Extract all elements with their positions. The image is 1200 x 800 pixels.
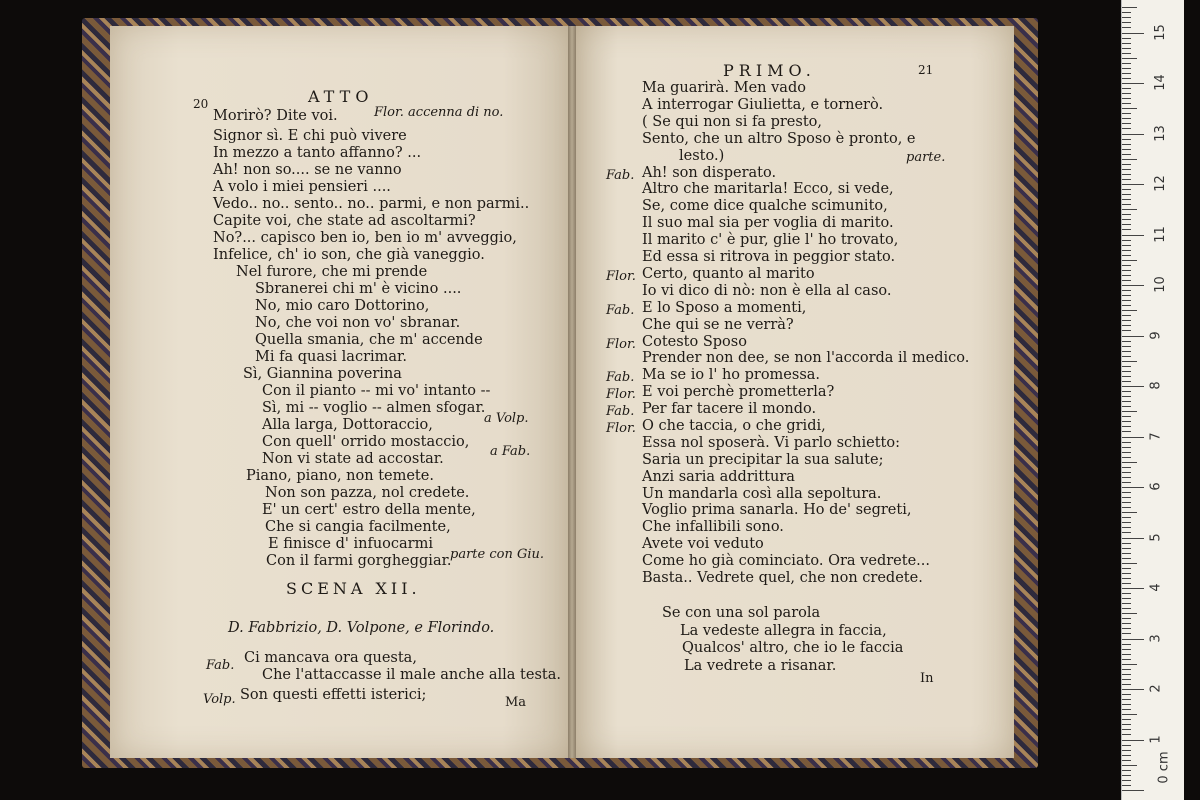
ruler-tick	[1122, 649, 1131, 650]
verse-line: Sbranerei chi m' è vicino ....	[255, 281, 462, 297]
ruler-tick	[1122, 179, 1131, 180]
verse-line: Quella smania, che m' accende	[255, 332, 483, 348]
ruler-tick	[1122, 33, 1144, 34]
ruler-tick	[1122, 578, 1131, 579]
ruler-tick	[1122, 229, 1131, 230]
ruler-tick	[1122, 628, 1131, 629]
ruler-tick	[1122, 7, 1137, 8]
verse-line: Alla larga, Dottoraccio,	[262, 417, 433, 433]
ruler-tick	[1122, 613, 1137, 614]
ruler-tick	[1122, 43, 1131, 44]
ruler-tick	[1122, 73, 1131, 74]
ruler-tick	[1122, 669, 1131, 670]
ruler-tick	[1122, 265, 1131, 266]
stage-direction: a Fab.	[490, 444, 531, 459]
ruler-tick	[1122, 507, 1131, 508]
ruler-number: 5	[1148, 532, 1164, 542]
ruler-number: 2	[1148, 684, 1164, 693]
ruler-tick	[1122, 734, 1131, 735]
ruler-tick	[1122, 563, 1137, 564]
dialogue-line: Io vi dico di nò: non è ella al caso.	[642, 283, 892, 299]
ruler-tick	[1122, 583, 1131, 584]
ruler-number: 3	[1148, 633, 1164, 643]
ruler-tick	[1122, 770, 1131, 771]
ruler-tick	[1122, 361, 1137, 362]
ruler-tick	[1122, 780, 1131, 781]
verse-line: Signor sì. E chi può vivere	[213, 128, 407, 144]
speaker-name: Flor.	[606, 421, 636, 436]
verse-line: Sì, mi -- voglio -- almen sfogar.	[262, 400, 486, 416]
measurement-ruler	[1121, 0, 1184, 800]
ruler-tick	[1122, 285, 1144, 286]
ruler-tick	[1122, 346, 1131, 347]
character-list: D. Fabbrizio, D. Volpone, e Florindo.	[228, 620, 495, 636]
ruler-tick	[1122, 765, 1137, 766]
dialogue-line: Ma guarirà. Men vado	[642, 80, 806, 96]
ruler-tick	[1122, 169, 1131, 170]
ruler-tick	[1122, 472, 1131, 473]
ruler-tick	[1122, 593, 1131, 594]
aria-line: Qualcos' altro, che io le faccia	[682, 640, 904, 656]
speaker-name: Fab.	[606, 370, 635, 385]
dialogue-line: ( Se qui non si fa presto,	[642, 114, 822, 130]
ruler-tick	[1122, 103, 1131, 104]
speaker-name: Fab.	[206, 658, 235, 673]
dialogue-line: Certo, quanto al marito	[642, 266, 815, 282]
ruler-tick	[1122, 633, 1131, 634]
aria-line: La vedeste allegra in faccia,	[680, 622, 887, 639]
ruler-number: 11	[1152, 225, 1168, 243]
ruler-tick	[1122, 492, 1131, 493]
ruler-tick	[1122, 214, 1131, 215]
speaker-name: Flor.	[606, 269, 636, 284]
ruler-tick	[1122, 22, 1131, 23]
ruler-tick	[1122, 598, 1131, 599]
verse-line: Nel furore, che mi prende	[236, 264, 428, 280]
ruler-tick	[1122, 58, 1137, 59]
ruler-tick	[1122, 381, 1131, 382]
ruler-tick	[1122, 497, 1131, 498]
ruler-number: 8	[1148, 381, 1164, 390]
ruler-tick	[1122, 639, 1144, 640]
ruler-tick	[1122, 63, 1131, 64]
ruler-tick	[1122, 704, 1131, 705]
verse-line: E' un cert' estro della mente,	[262, 502, 476, 518]
ruler-tick	[1122, 235, 1144, 236]
ruler-tick	[1122, 411, 1137, 412]
ruler-number: 13	[1152, 124, 1168, 142]
ruler-tick	[1122, 558, 1131, 559]
verse-line: Con il pianto -- mi vo' intanto --	[262, 383, 491, 399]
ruler-tick	[1122, 386, 1144, 387]
ruler-tick	[1122, 366, 1131, 367]
stage-direction: parte.	[906, 150, 946, 165]
running-head: ATTO	[308, 87, 374, 106]
running-head: PRIMO.	[723, 61, 816, 80]
page-number: 21	[918, 63, 934, 77]
speaker-name: Fab.	[606, 168, 635, 183]
aria-line: Se con una sol parola	[662, 605, 821, 621]
dialogue-line: Cotesto Sposo	[642, 334, 747, 350]
verse-line: In mezzo a tanto affanno? ...	[213, 145, 422, 161]
ruler-tick	[1122, 664, 1137, 665]
ruler-tick	[1122, 603, 1131, 604]
ruler-tick	[1122, 108, 1137, 109]
ruler-tick	[1122, 623, 1131, 624]
ruler-tick	[1122, 113, 1131, 114]
catchword: In	[920, 671, 934, 686]
dialogue-line: Avete voi veduto	[642, 536, 764, 552]
dialogue-line: Che infallibili sono.	[642, 519, 784, 535]
ruler-tick	[1122, 740, 1144, 741]
ruler-tick	[1122, 123, 1131, 124]
ruler-tick	[1122, 608, 1131, 609]
ruler-tick	[1122, 679, 1131, 680]
dialogue-line: Se, come dice qualche scimunito,	[642, 198, 888, 214]
ruler-tick	[1122, 477, 1131, 478]
verse-line: Non vi state ad accostar.	[262, 451, 444, 467]
ruler-tick	[1122, 482, 1131, 483]
ruler-number: 12	[1152, 175, 1168, 192]
ruler-tick	[1122, 568, 1131, 569]
verse-line: Capite voi, che state ad ascoltarmi?	[213, 213, 476, 229]
scene-heading: SCENA XII.	[286, 579, 421, 598]
ruler-number: 10	[1152, 276, 1168, 293]
ruler-tick	[1122, 255, 1131, 256]
ruler-tick	[1122, 532, 1131, 533]
catchword: Ma	[505, 695, 527, 710]
dialogue-line: Ci mancava ora questa,	[244, 650, 417, 666]
ruler-tick	[1122, 527, 1131, 528]
dialogue-line: Ma se io l' ho promessa.	[642, 367, 821, 383]
ruler-tick	[1122, 27, 1131, 28]
verse-line: Con il farmi gorgheggiar.	[266, 553, 452, 569]
ruler-tick	[1122, 209, 1137, 210]
ruler-tick	[1122, 134, 1144, 135]
ruler-tick	[1122, 699, 1131, 700]
ruler-tick	[1122, 462, 1137, 463]
dialogue-line: Che l'attaccasse il male anche alla testa.	[262, 667, 561, 683]
ruler-tick	[1122, 139, 1131, 140]
page-number: 20	[193, 97, 209, 111]
ruler-tick	[1122, 644, 1131, 645]
ruler-tick	[1122, 618, 1131, 619]
ruler-tick	[1122, 48, 1131, 49]
ruler-tick	[1122, 83, 1144, 84]
ruler-tick	[1122, 245, 1131, 246]
ruler-number: 7	[1148, 431, 1164, 441]
verse-line: No, che voi non vo' sbranar.	[255, 315, 461, 331]
ruler-tick	[1122, 755, 1131, 756]
stage-direction: parte con Giu.	[450, 547, 544, 562]
dialogue-line: Anzi saria addrittura	[642, 469, 795, 485]
ruler-tick	[1122, 714, 1137, 715]
verse-line: Con quell' orrido mostaccio,	[262, 434, 470, 450]
ruler-tick	[1122, 351, 1131, 352]
ruler-tick	[1122, 305, 1131, 306]
verse-line: Vedo.. no.. sento.. no.. parmi, e non parmi..	[213, 196, 530, 212]
verse-line: Morirò? Dite voi.	[213, 108, 338, 124]
ruler-tick	[1122, 12, 1131, 13]
verse-line: No?... capisco ben io, ben io m' avveggio,	[213, 230, 517, 246]
ruler-tick	[1122, 310, 1137, 311]
ruler-tick	[1122, 336, 1144, 337]
ruler-tick	[1122, 118, 1131, 119]
speaker-name: Flor.	[606, 337, 636, 352]
ruler-tick	[1122, 543, 1131, 544]
ruler-tick	[1122, 745, 1131, 746]
ruler-tick	[1122, 426, 1131, 427]
ruler-tick	[1122, 128, 1131, 129]
ruler-tick	[1122, 553, 1131, 554]
ruler-tick	[1122, 724, 1131, 725]
ruler-tick	[1122, 341, 1131, 342]
dialogue-line: E voi perchè prometterla?	[642, 384, 835, 400]
ruler-tick	[1122, 154, 1131, 155]
ruler-tick	[1122, 467, 1131, 468]
ruler-tick	[1122, 573, 1131, 574]
dialogue-line: Sento, che un altro Sposo è pronto, e	[642, 131, 916, 147]
ruler-tick	[1122, 790, 1144, 791]
ruler-tick	[1122, 320, 1131, 321]
stage-direction: a Volp.	[484, 411, 529, 426]
ruler-tick	[1122, 684, 1131, 685]
speaker-name: Fab.	[606, 404, 635, 419]
verse-line: Sì, Giannina poverina	[243, 366, 402, 382]
ruler-tick	[1122, 204, 1131, 205]
ruler-tick	[1122, 219, 1131, 220]
dialogue-line: Essa nol sposerà. Vi parlo schietto:	[642, 435, 900, 451]
ruler-tick	[1122, 719, 1131, 720]
ruler-tick	[1122, 300, 1131, 301]
dialogue-line: O che taccia, o che gridi,	[642, 418, 826, 434]
ruler-tick	[1122, 729, 1131, 730]
ruler-tick	[1122, 487, 1144, 488]
ruler-tick	[1122, 785, 1131, 786]
verse-line: E finisce d' infuocarmi	[268, 536, 433, 552]
ruler-tick	[1122, 356, 1131, 357]
ruler-tick	[1122, 654, 1131, 655]
ruler-tick	[1122, 98, 1131, 99]
speaker-name: Volp.	[203, 692, 236, 707]
ruler-tick	[1122, 457, 1131, 458]
ruler-tick	[1122, 502, 1131, 503]
verse-line: A volo i miei pensieri ....	[213, 179, 391, 195]
ruler-tick	[1122, 149, 1131, 150]
dialogue-line: lesto.)	[679, 148, 725, 164]
ruler-number: 14	[1152, 74, 1168, 91]
ruler-tick	[1122, 588, 1144, 589]
ruler-tick	[1122, 93, 1131, 94]
ruler-tick	[1122, 538, 1144, 539]
ruler-tick	[1122, 325, 1131, 326]
ruler-tick	[1122, 240, 1131, 241]
dialogue-line: Come ho già cominciato. Ora vedrete...	[642, 553, 930, 569]
speaker-name: Flor.	[606, 387, 636, 402]
dialogue-line: Voglio prima sanarla. Ho de' segreti,	[642, 502, 912, 518]
verse-line: No, mio caro Dottorino,	[255, 298, 430, 314]
ruler-number: 6	[1148, 482, 1164, 491]
ruler-tick	[1122, 68, 1131, 69]
dialogue-line: Ed essa si ritrova in peggior stato.	[642, 249, 896, 265]
ruler-tick	[1122, 164, 1131, 165]
ruler-tick	[1122, 174, 1131, 175]
verse-line: Piano, piano, non temete.	[246, 468, 434, 484]
ruler-tick	[1122, 442, 1131, 443]
ruler-tick	[1122, 144, 1131, 145]
dialogue-line: Altro che maritarla! Ecco, si vede,	[642, 181, 894, 197]
dialogue-line: Per far tacere il mondo.	[642, 401, 817, 417]
dialogue-line: Il marito c' è pur, glie l' ho trovato,	[642, 232, 899, 248]
ruler-tick	[1122, 280, 1131, 281]
verse-line: Che si cangia facilmente,	[265, 519, 451, 535]
ruler-tick	[1122, 88, 1131, 89]
ruler-tick	[1122, 437, 1144, 438]
stage-direction: Flor. accenna di no.	[374, 105, 504, 120]
dialogue-line: Ah! son disperato.	[642, 165, 777, 181]
ruler-tick	[1122, 275, 1131, 276]
ruler-tick	[1122, 750, 1131, 751]
ruler-tick	[1122, 330, 1131, 331]
verse-line: Infelice, ch' io son, che già vaneggio.	[213, 247, 485, 263]
dialogue-line: Prender non dee, se non l'accorda il medico.	[642, 350, 970, 366]
ruler-tick	[1122, 295, 1131, 296]
ruler-tick	[1122, 674, 1131, 675]
ruler-number: 1	[1148, 734, 1164, 744]
ruler-tick	[1122, 517, 1131, 518]
dialogue-line: Il suo mal sia per voglia di marito.	[642, 215, 894, 231]
ruler-tick	[1122, 401, 1131, 402]
verse-line: Non son pazza, nol credete.	[265, 485, 470, 501]
ruler-tick	[1122, 17, 1131, 18]
ruler-tick	[1122, 260, 1137, 261]
ruler-tick	[1122, 659, 1131, 660]
ruler-tick	[1122, 396, 1131, 397]
ruler-tick	[1122, 512, 1137, 513]
dialogue-line: Son questi effetti isterici;	[240, 687, 427, 703]
ruler-tick	[1122, 431, 1131, 432]
dialogue-line: Basta.. Vedrete quel, che non credete.	[642, 570, 923, 586]
ruler-unit-label: 0 cm	[1156, 751, 1172, 784]
ruler-tick	[1122, 447, 1131, 448]
verse-line: Mi fa quasi lacrimar.	[255, 349, 407, 365]
speaker-name: Fab.	[606, 303, 635, 318]
ruler-tick	[1122, 194, 1131, 195]
ruler-tick	[1122, 159, 1137, 160]
ruler-tick	[1122, 270, 1131, 271]
ruler-tick	[1122, 775, 1131, 776]
ruler-tick	[1122, 371, 1131, 372]
ruler-tick	[1122, 421, 1131, 422]
ruler-tick	[1122, 391, 1131, 392]
ruler-tick	[1122, 315, 1131, 316]
dialogue-line: Che qui se ne verrà?	[642, 317, 794, 333]
ruler-tick	[1122, 53, 1131, 54]
ruler-number: 15	[1152, 23, 1168, 41]
ruler-tick	[1122, 416, 1131, 417]
ruler-number: 4	[1148, 583, 1164, 592]
aria-line: La vedrete a risanar.	[684, 657, 837, 674]
dialogue-line: Saria un precipitar la sua salute;	[642, 452, 884, 468]
ruler-tick	[1122, 522, 1131, 523]
ruler-tick	[1122, 189, 1131, 190]
dialogue-line: E lo Sposo a momenti,	[642, 300, 807, 316]
ruler-tick	[1122, 184, 1144, 185]
ruler-number: 9	[1148, 330, 1164, 340]
ruler-tick	[1122, 376, 1131, 377]
dialogue-line: A interrogar Giulietta, e tornerò.	[642, 97, 884, 113]
ruler-tick	[1122, 452, 1131, 453]
ruler-tick	[1122, 78, 1131, 79]
ruler-tick	[1122, 290, 1131, 291]
ruler-tick	[1122, 38, 1131, 39]
ruler-tick	[1122, 689, 1144, 690]
ruler-tick	[1122, 709, 1131, 710]
book-gutter	[568, 26, 576, 758]
ruler-tick	[1122, 224, 1131, 225]
ruler-tick	[1122, 694, 1131, 695]
dialogue-line: Un mandarla così alla sepoltura.	[642, 486, 882, 502]
ruler-tick	[1122, 760, 1131, 761]
ruler-tick	[1122, 250, 1131, 251]
ruler-tick	[1122, 199, 1131, 200]
ruler-tick	[1122, 406, 1131, 407]
verse-line: Ah! non so.... se ne vanno	[213, 162, 402, 178]
ruler-tick	[1122, 548, 1131, 549]
